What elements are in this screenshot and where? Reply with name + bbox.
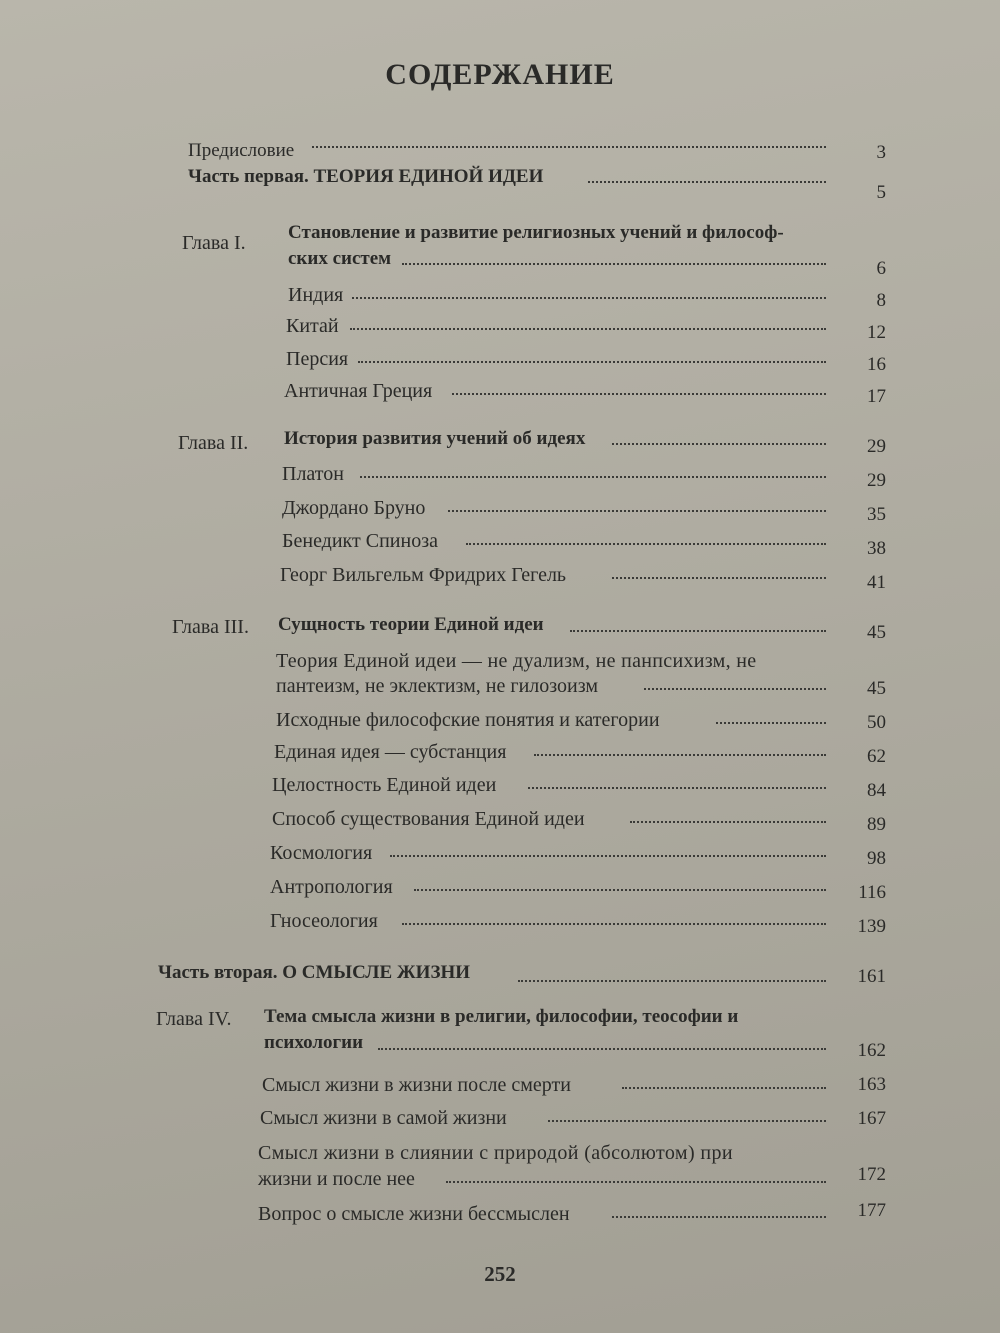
toc-chapter4-page: 162 xyxy=(857,1040,886,1061)
toc-chapter2-title: История развития учений об идеях xyxy=(284,428,586,449)
toc-item-page: 163 xyxy=(857,1074,886,1095)
toc-item-page: 62 xyxy=(867,746,886,767)
leader-dots xyxy=(716,722,826,724)
leader-dots xyxy=(350,328,826,330)
toc-item-page: 89 xyxy=(867,814,886,835)
toc-chapter2-page: 29 xyxy=(867,436,886,457)
toc-chapter4-title-line1: Тема смысла жизни в религии, философии, теософии и xyxy=(264,1006,739,1027)
toc-part1-label: Часть первая. ТЕОРИЯ ЕДИНОЙ ИДЕИ xyxy=(188,166,544,187)
toc-item-page: 172 xyxy=(857,1164,886,1185)
leader-dots xyxy=(622,1087,826,1089)
toc-item-label: Персия xyxy=(286,348,349,370)
page-title: СОДЕРЖАНИЕ xyxy=(385,58,615,91)
toc-item-page: 116 xyxy=(858,882,886,903)
leader-dots xyxy=(452,393,826,395)
toc-item-label: Способ существования Единой идеи xyxy=(272,808,585,830)
leader-dots xyxy=(588,181,826,183)
toc-item-page: 38 xyxy=(867,538,886,559)
toc-chapter1-num: Глава I. xyxy=(182,232,246,254)
toc-item-label: Гносеология xyxy=(270,910,378,932)
toc-item-page: 41 xyxy=(867,572,886,593)
leader-dots xyxy=(446,1181,826,1183)
toc-item-label-line2: пантеизм, не эклектизм, не гилозоизм xyxy=(276,675,599,697)
toc-item-label-line2: жизни и после нее xyxy=(258,1168,415,1190)
leader-dots xyxy=(448,510,826,512)
toc-item-label: Смысл жизни в жизни после смерти xyxy=(262,1074,571,1096)
toc-chapter3-page: 45 xyxy=(867,622,886,643)
toc-preface-page: 3 xyxy=(876,142,886,163)
leader-dots xyxy=(414,889,826,891)
leader-dots xyxy=(518,980,826,982)
toc-item-page: 35 xyxy=(867,504,886,525)
leader-dots xyxy=(352,297,826,299)
toc-item-page: 98 xyxy=(867,848,886,869)
leader-dots xyxy=(644,688,826,690)
leader-dots xyxy=(612,577,826,579)
toc-item-label: Индия xyxy=(288,284,344,306)
toc-item-label: Бенедикт Спиноза xyxy=(282,530,438,552)
leader-dots xyxy=(360,476,826,478)
leader-dots xyxy=(378,1048,826,1050)
leader-dots xyxy=(402,923,826,925)
toc-item-label: Целостность Единой идеи xyxy=(272,774,497,796)
toc-item-label-line1: Теория Единой идеи — не дуализм, не панпсихизм, не xyxy=(276,650,757,672)
leader-dots xyxy=(528,787,826,789)
toc-item-page: 139 xyxy=(857,916,886,937)
toc-item-page: 177 xyxy=(857,1200,886,1221)
leader-dots xyxy=(570,630,826,632)
leader-dots xyxy=(612,443,826,445)
toc-chapter4-title-line2: психологии xyxy=(264,1032,364,1053)
toc-item-page: 167 xyxy=(857,1108,886,1129)
toc-item-label: Смысл жизни в самой жизни xyxy=(260,1107,507,1129)
leader-dots xyxy=(630,821,826,823)
toc-chapter2-num: Глава II. xyxy=(178,432,249,454)
toc-chapter3-num: Глава III. xyxy=(172,616,249,638)
leader-dots xyxy=(358,361,826,363)
page-number-footer: 252 xyxy=(484,1262,516,1286)
toc-item-label: Античная Греция xyxy=(284,380,433,402)
toc-item-label: Джордано Бруно xyxy=(282,497,426,519)
toc-chapter1-page: 6 xyxy=(876,258,886,279)
leader-dots xyxy=(390,855,826,857)
toc-item-label: Исходные философские понятия и категории xyxy=(276,709,660,731)
toc-chapter1-title-line1: Становление и развитие религиозных учений и философ- xyxy=(288,222,784,243)
toc-item-page: 45 xyxy=(867,678,886,699)
toc-part2-page: 161 xyxy=(857,966,886,987)
leader-dots xyxy=(402,263,826,265)
leader-dots xyxy=(548,1120,826,1122)
toc-item-label: Китай xyxy=(286,315,339,337)
leader-dots xyxy=(312,146,826,148)
toc-item-label-line1: Смысл жизни в слиянии с природой (абсолютом) при xyxy=(258,1142,734,1164)
toc-item-page: 16 xyxy=(867,354,886,375)
toc-item-label: Антропология xyxy=(270,876,393,898)
toc-item-label: Платон xyxy=(282,463,344,485)
toc-item-page: 12 xyxy=(867,322,886,343)
toc-item-page: 84 xyxy=(867,780,886,801)
toc-part2-label: Часть вторая. О СМЫСЛЕ ЖИЗНИ xyxy=(158,962,471,983)
toc-item-label: Георг Вильгельм Фридрих Гегель xyxy=(280,564,567,586)
toc-chapter3-title: Сущность теории Единой идеи xyxy=(278,614,544,635)
toc-item-page: 8 xyxy=(876,290,886,311)
toc-preface-label: Предисловие xyxy=(188,140,295,161)
toc-item-label: Единая идея — субстанция xyxy=(274,741,507,763)
toc-chapter1-title-line2: ских систем xyxy=(288,248,392,269)
toc-part1-page: 5 xyxy=(876,182,886,203)
toc-item-label: Вопрос о смысле жизни бессмыслен xyxy=(258,1203,570,1225)
leader-dots xyxy=(466,543,826,545)
toc-item-page: 29 xyxy=(867,470,886,491)
toc-chapter4-num: Глава IV. xyxy=(156,1008,232,1030)
toc-item-label: Космология xyxy=(270,842,373,864)
leader-dots xyxy=(534,754,826,756)
toc-item-page: 50 xyxy=(867,712,886,733)
leader-dots xyxy=(612,1216,826,1218)
toc-item-page: 17 xyxy=(867,386,886,407)
